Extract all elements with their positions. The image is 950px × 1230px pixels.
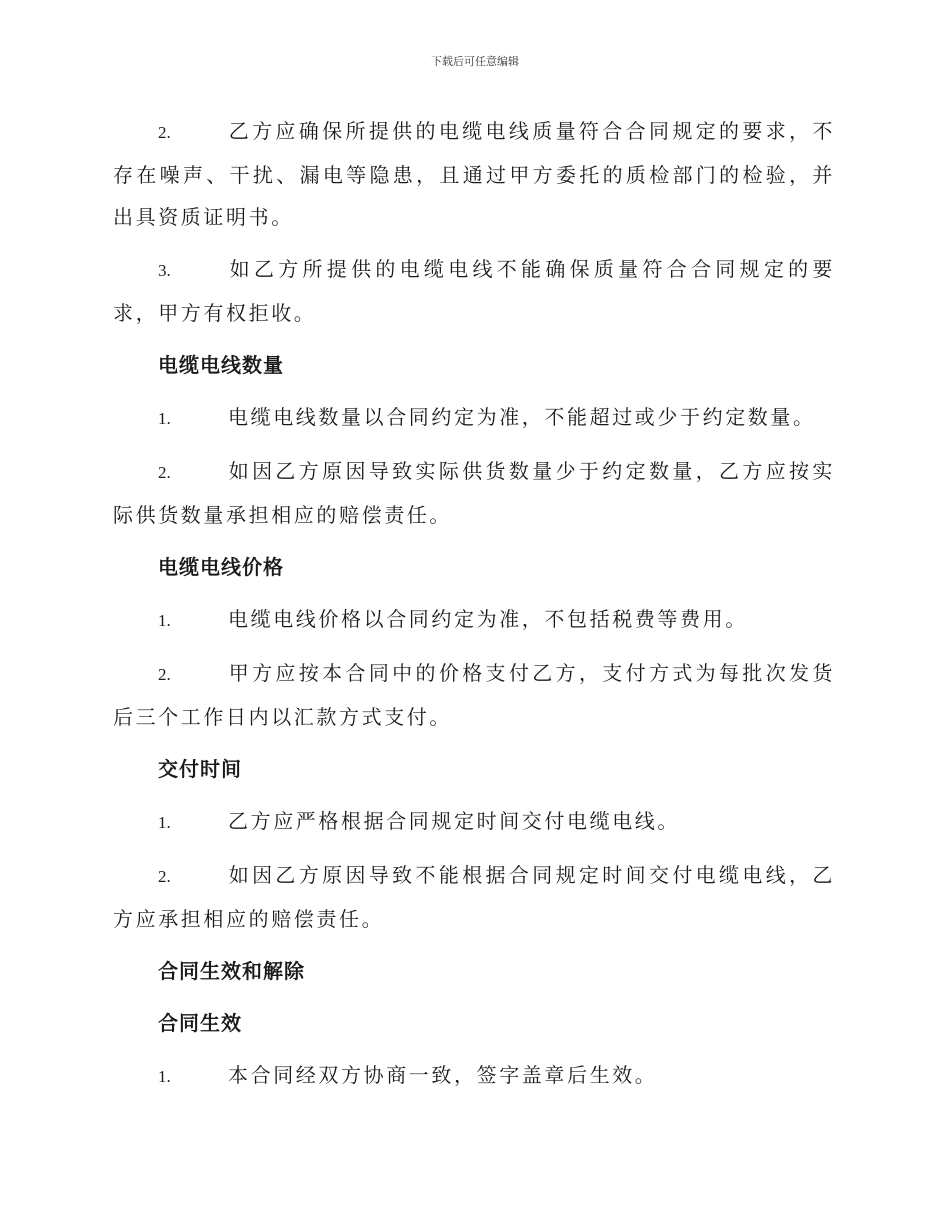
item-number: 2. [158, 463, 171, 482]
item-text: 甲方应按本合同中的价格支付乙方，支付方式为每批次发货后三个工作日内以汇款方式支付。 [113, 661, 835, 729]
item-number: 1. [158, 813, 171, 832]
list-item [113, 248, 835, 334]
item-text: 如乙方所提供的电缆电线不能确保质量符合合同规定的要求，甲方有权拒收。 [113, 257, 835, 325]
item-text: 电缆电线数量以合同约定为准，不能超过或少于约定数量。 [228, 405, 816, 429]
item-text: 乙方应严格根据合同规定时间交付电缆电线。 [228, 809, 680, 833]
list-item [113, 110, 835, 238]
item-number: 2. [158, 867, 171, 886]
page-header: 下载后可任意编辑 [431, 55, 519, 68]
list-item [113, 450, 835, 536]
section-heading: 合同生效和解除 [158, 959, 305, 983]
subsection-heading: 合同生效 [158, 1011, 242, 1035]
item-number: 1. [158, 1067, 171, 1086]
document-body [113, 110, 835, 1108]
list-item [113, 652, 835, 738]
item-text: 如因乙方原因导致实际供货数量少于约定数量，乙方应按实际供货数量承担相应的赔偿责任。 [113, 459, 835, 527]
section-heading: 电缆电线数量 [158, 353, 284, 377]
item-text: 本合同经双方协商一致，签字盖章后生效。 [228, 1063, 658, 1087]
item-number: 3. [158, 261, 171, 280]
item-number: 1. [158, 409, 171, 428]
item-number: 1. [158, 611, 171, 630]
list-item [113, 396, 835, 440]
item-text: 如因乙方原因导致不能根据合同规定时间交付电缆电线，乙方应承担相应的赔偿责任。 [113, 863, 835, 931]
item-text: 电缆电线价格以合同约定为准，不包括税费等费用。 [228, 607, 748, 631]
item-text: 乙方应确保所提供的电缆电线质量符合合同规定的要求，不存在噪声、干扰、漏电等隐患，且通过甲方委托的质检部门的检验，并出具资质证明书。 [113, 119, 835, 229]
section-heading: 电缆电线价格 [158, 555, 284, 579]
item-number: 2. [158, 123, 171, 142]
item-number: 2. [158, 665, 171, 684]
list-item [113, 854, 835, 940]
list-item [113, 598, 835, 642]
section-heading: 交付时间 [158, 757, 242, 781]
list-item [113, 800, 835, 844]
list-item [113, 1054, 835, 1098]
